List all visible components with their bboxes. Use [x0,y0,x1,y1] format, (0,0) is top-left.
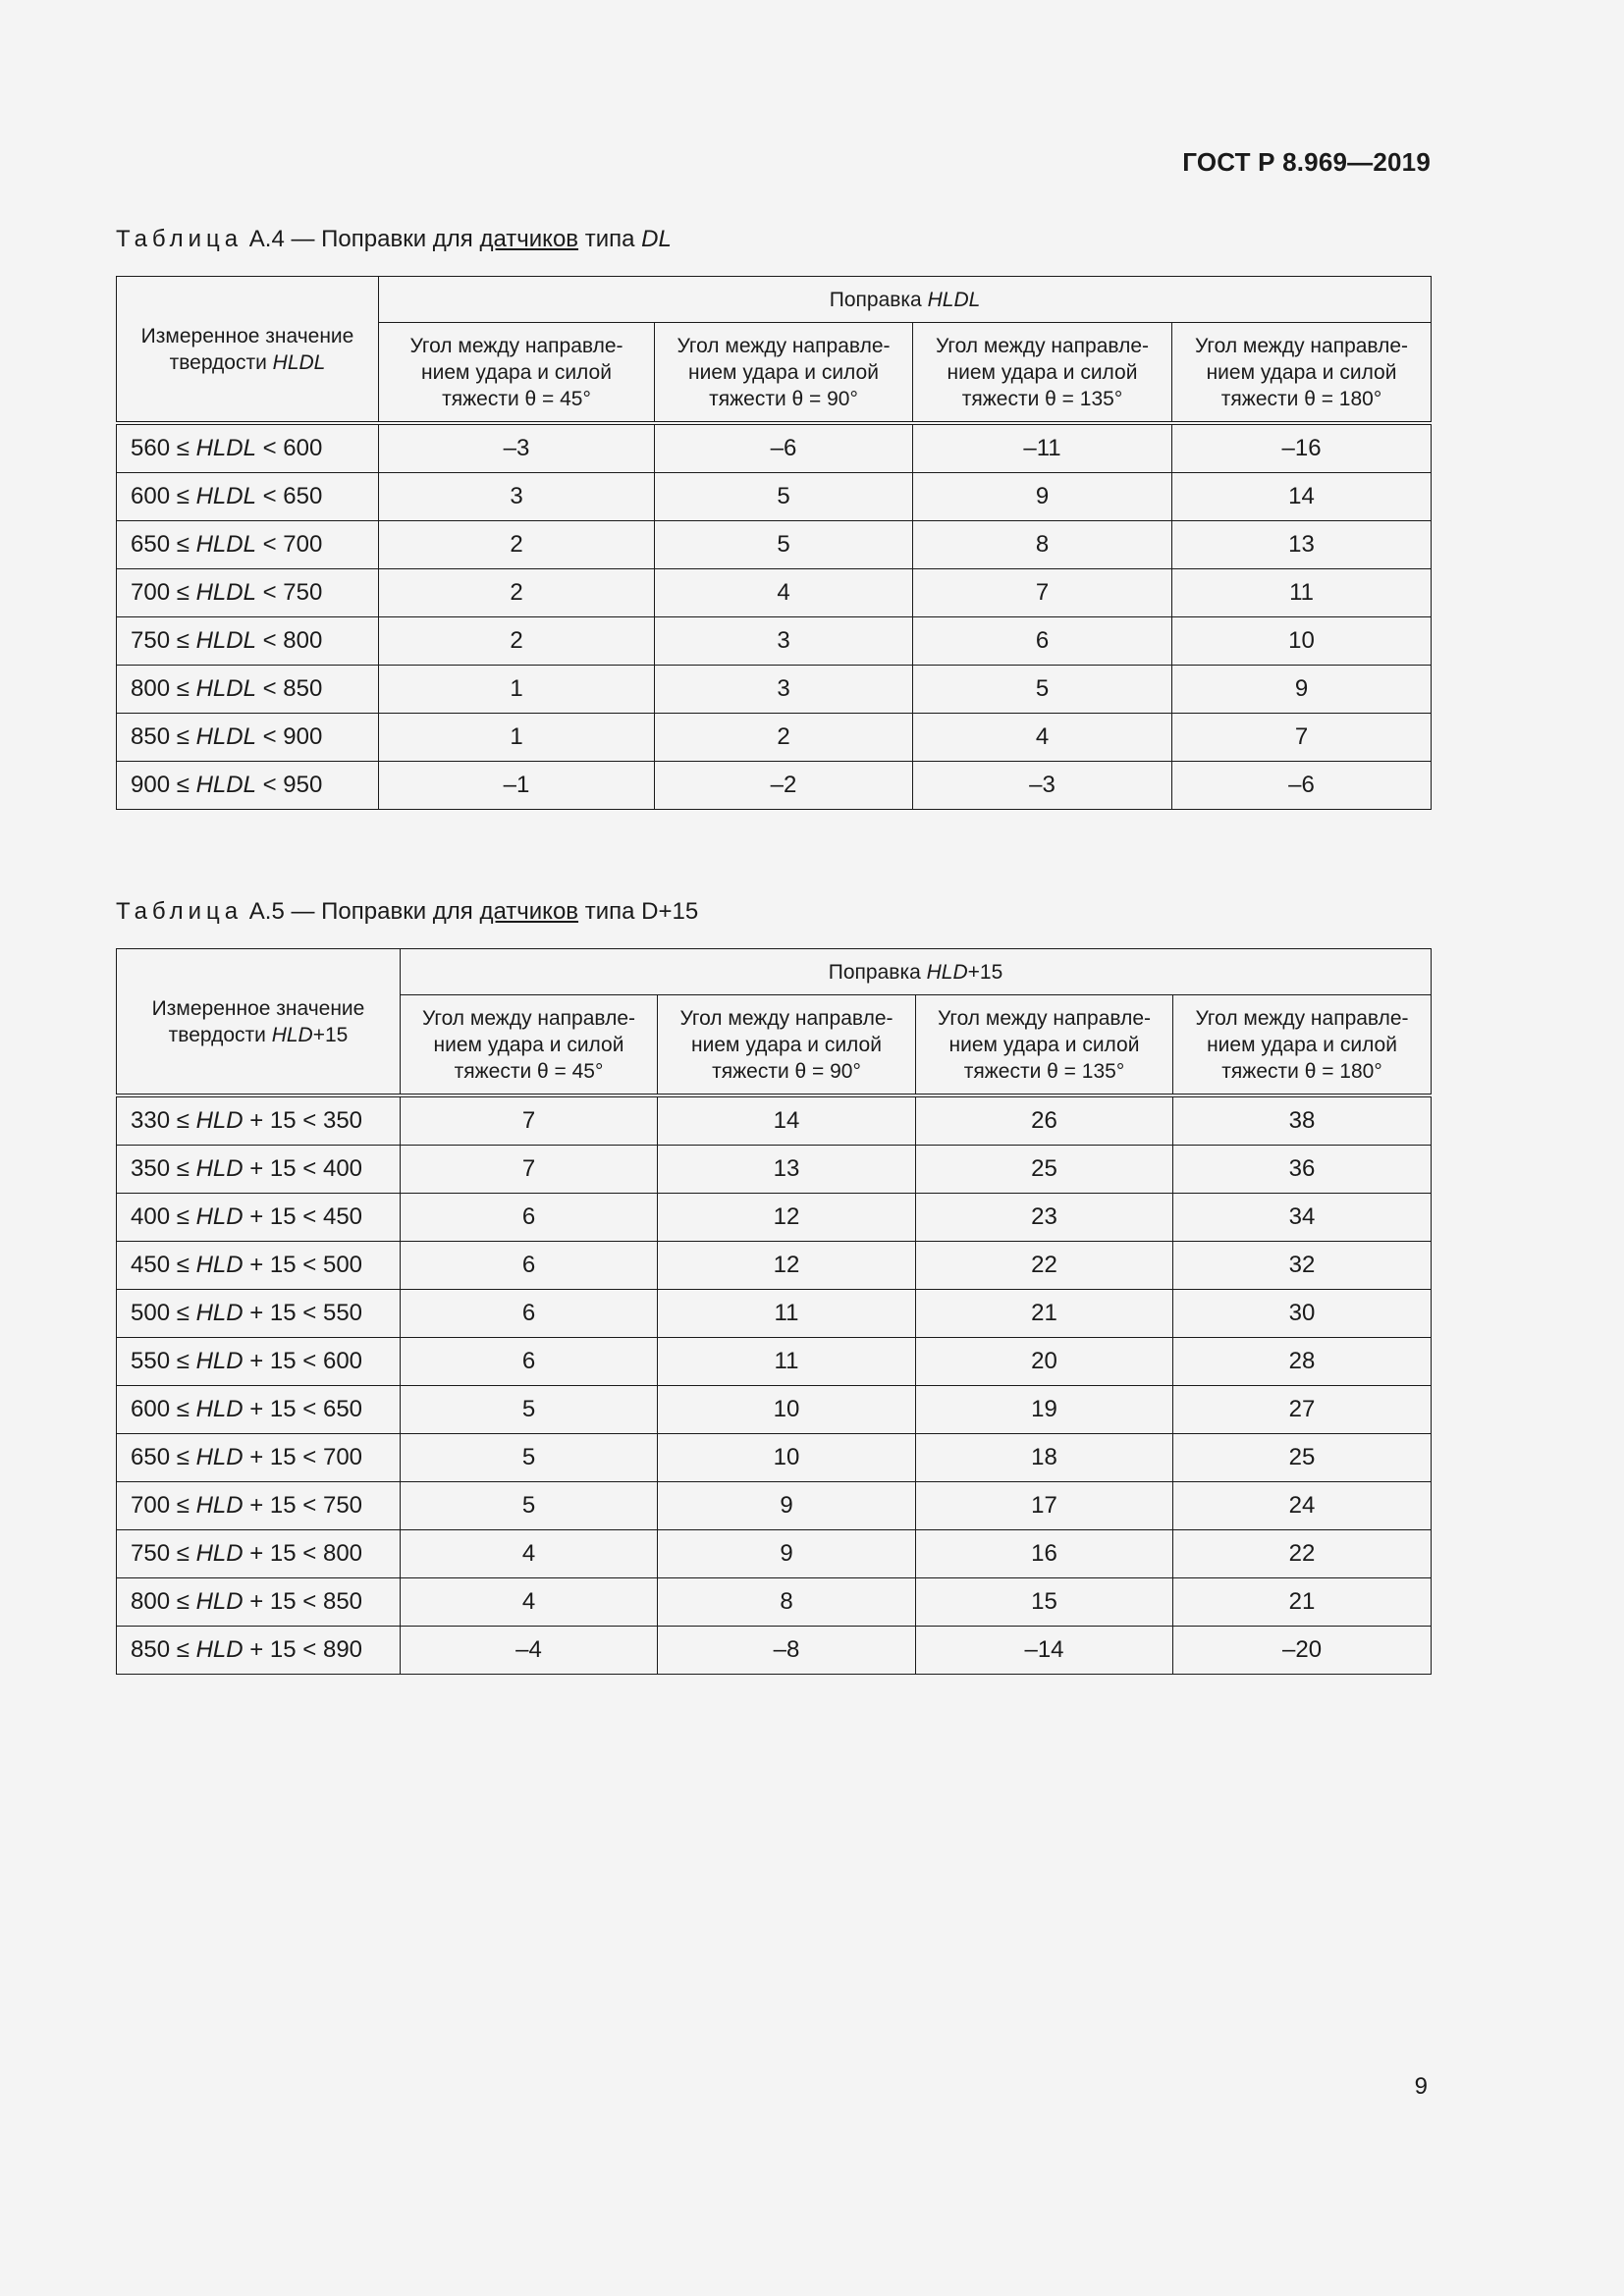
range-cell: 700 ≤ HLDL < 750 [117,569,379,617]
value-cell: –16 [1172,423,1432,473]
value-cell: 28 [1173,1338,1432,1386]
caption-text: Поправки для [321,226,473,252]
table-row [117,714,1432,762]
value-cell: –14 [916,1627,1173,1675]
value-cell: 2 [379,569,655,617]
value-cell: 2 [379,617,655,666]
document-id: ГОСТ Р 8.969—2019 [1182,147,1431,177]
value-cell: –11 [913,423,1172,473]
range-cell: 750 ≤ HLD + 15 < 800 [117,1530,401,1578]
value-cell: 16 [916,1530,1173,1578]
table-row [117,423,1432,473]
value-cell: 2 [655,714,913,762]
value-cell: 11 [658,1338,916,1386]
value-cell: 25 [1173,1434,1432,1482]
table-row [117,1290,1432,1338]
value-cell: 14 [1172,473,1432,521]
group-header: Поправка HLDL [379,277,1432,323]
value-cell: 7 [1172,714,1432,762]
value-cell: 27 [1173,1386,1432,1434]
range-cell: 600 ≤ HLDL < 650 [117,473,379,521]
value-cell: 36 [1173,1146,1432,1194]
value-cell: 19 [916,1386,1173,1434]
table-row [117,473,1432,521]
range-cell: 450 ≤ HLD + 15 < 500 [117,1242,401,1290]
value-cell: –2 [655,762,913,810]
value-cell: 6 [401,1338,658,1386]
range-cell: 900 ≤ HLDL < 950 [117,762,379,810]
value-cell: 22 [916,1242,1173,1290]
value-cell: 10 [658,1386,916,1434]
value-cell: 38 [1173,1095,1432,1146]
caption-number: А.5 — [248,898,315,925]
value-cell: 4 [401,1578,658,1627]
value-cell: 11 [1172,569,1432,617]
range-cell: 700 ≤ HLD + 15 < 750 [117,1482,401,1530]
column-header: Угол между направле- нием удара и силой тяжести θ = 180° [1172,323,1432,424]
value-cell: 3 [379,473,655,521]
value-cell: 26 [916,1095,1173,1146]
value-cell: 14 [658,1095,916,1146]
value-cell: 10 [658,1434,916,1482]
column-header: Угол между направле- нием удара и силой тяжести θ = 135° [913,323,1172,424]
range-cell: 400 ≤ HLD + 15 < 450 [117,1194,401,1242]
value-cell: 7 [913,569,1172,617]
caption-label: Таблица [116,898,244,925]
column-header: Угол между направле- нием удара и силой тяжести θ = 90° [658,995,916,1096]
caption-type: DL [641,226,672,252]
value-cell: 7 [401,1146,658,1194]
column-header: Угол между направле- нием удара и силой тяжести θ = 180° [1173,995,1432,1096]
caption-underlined: датчиков [479,226,579,252]
caption-underlined: датчиков [479,898,579,925]
value-cell: 7 [401,1095,658,1146]
table-a5-caption [116,898,698,926]
value-cell: 10 [1172,617,1432,666]
value-cell: 24 [1173,1482,1432,1530]
caption-label: Таблица [116,226,244,252]
row-header: Измеренное значение твердости HLDL [117,277,379,424]
value-cell: 1 [379,714,655,762]
value-cell: 32 [1173,1242,1432,1290]
caption-type-word: типа [584,226,635,252]
value-cell: 21 [1173,1578,1432,1627]
range-cell: 850 ≤ HLD + 15 < 890 [117,1627,401,1675]
value-cell: 13 [1172,521,1432,569]
value-cell: 6 [913,617,1172,666]
table-row [117,1338,1432,1386]
column-header: Угол между направле- нием удара и силой тяжести θ = 45° [401,995,658,1096]
value-cell: 5 [401,1386,658,1434]
value-cell: 15 [916,1578,1173,1627]
caption-number: А.4 — [248,226,315,252]
value-cell: 5 [655,521,913,569]
value-cell: 4 [401,1530,658,1578]
value-cell: 9 [1172,666,1432,714]
value-cell: 30 [1173,1290,1432,1338]
value-cell: –20 [1173,1627,1432,1675]
range-cell: 600 ≤ HLD + 15 < 650 [117,1386,401,1434]
table-row [117,617,1432,666]
caption-type: типа D+15 [584,898,699,925]
value-cell: 21 [916,1290,1173,1338]
value-cell: 1 [379,666,655,714]
value-cell: –6 [655,423,913,473]
value-cell: 6 [401,1290,658,1338]
table-row [117,666,1432,714]
value-cell: 5 [401,1482,658,1530]
value-cell: 5 [401,1434,658,1482]
value-cell: 12 [658,1194,916,1242]
value-cell: 17 [916,1482,1173,1530]
column-header: Угол между направле- нием удара и силой тяжести θ = 45° [379,323,655,424]
group-header: Поправка HLD+15 [401,949,1432,995]
range-cell: 800 ≤ HLDL < 850 [117,666,379,714]
range-cell: 550 ≤ HLD + 15 < 600 [117,1338,401,1386]
value-cell: 20 [916,1338,1173,1386]
value-cell: 9 [913,473,1172,521]
column-header: Угол между направле- нием удара и силой тяжести θ = 90° [655,323,913,424]
value-cell: –4 [401,1627,658,1675]
value-cell: –1 [379,762,655,810]
value-cell: 11 [658,1290,916,1338]
table-a5 [116,948,1432,1675]
table-row [117,1482,1432,1530]
range-cell: 750 ≤ HLDL < 800 [117,617,379,666]
table-row [117,1627,1432,1675]
range-cell: 650 ≤ HLD + 15 < 700 [117,1434,401,1482]
table-a4-caption [116,226,672,253]
table-row [117,1194,1432,1242]
row-header: Измеренное значение твердости HLD+15 [117,949,401,1096]
range-cell: 850 ≤ HLDL < 900 [117,714,379,762]
range-cell: 800 ≤ HLD + 15 < 850 [117,1578,401,1627]
table-row [117,1095,1432,1146]
value-cell: 18 [916,1434,1173,1482]
value-cell: 23 [916,1194,1173,1242]
range-cell: 500 ≤ HLD + 15 < 550 [117,1290,401,1338]
table-row [117,1434,1432,1482]
range-cell: 330 ≤ HLD + 15 < 350 [117,1095,401,1146]
value-cell: 3 [655,617,913,666]
table-row [117,1146,1432,1194]
value-cell: 12 [658,1242,916,1290]
table-row [117,1242,1432,1290]
value-cell: –8 [658,1627,916,1675]
range-cell: 350 ≤ HLD + 15 < 400 [117,1146,401,1194]
value-cell: 4 [655,569,913,617]
value-cell: 8 [658,1578,916,1627]
page-number: 9 [1414,2073,1428,2100]
value-cell: 22 [1173,1530,1432,1578]
value-cell: 4 [913,714,1172,762]
range-cell: 650 ≤ HLDL < 700 [117,521,379,569]
value-cell: –3 [913,762,1172,810]
value-cell: 5 [913,666,1172,714]
range-cell: 560 ≤ HLDL < 600 [117,423,379,473]
value-cell: 25 [916,1146,1173,1194]
table-row [117,762,1432,810]
value-cell: 6 [401,1194,658,1242]
table-row [117,1530,1432,1578]
value-cell: 6 [401,1242,658,1290]
value-cell: 2 [379,521,655,569]
value-cell: –3 [379,423,655,473]
table-row [117,521,1432,569]
value-cell: 34 [1173,1194,1432,1242]
value-cell: 8 [913,521,1172,569]
table-row [117,1578,1432,1627]
table-row [117,569,1432,617]
value-cell: 13 [658,1146,916,1194]
column-header: Угол между направле- нием удара и силой тяжести θ = 135° [916,995,1173,1096]
table-row [117,1386,1432,1434]
value-cell: 9 [658,1530,916,1578]
value-cell: 9 [658,1482,916,1530]
value-cell: 3 [655,666,913,714]
caption-text: Поправки для [321,898,473,925]
value-cell: –6 [1172,762,1432,810]
value-cell: 5 [655,473,913,521]
table-a4 [116,276,1432,810]
